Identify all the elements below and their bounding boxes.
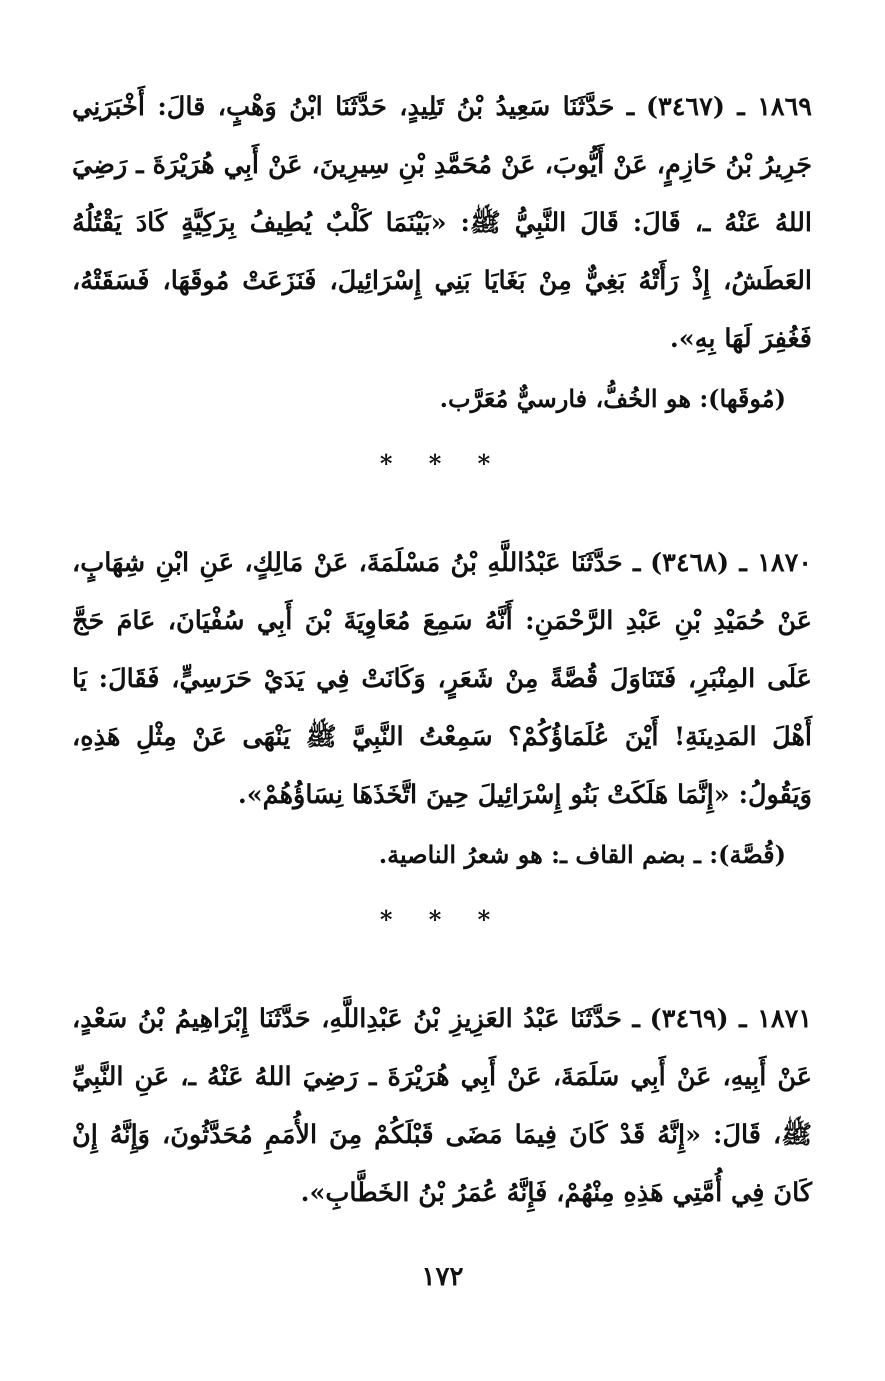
hadith-text: ـ حَدَّثَنَا سَعِيدُ بْنُ تَلِيدٍ، حَدَّثَنَا ابْنُ وَهْبٍ، قالَ: أَخْبَرَنِي جَرِيرُ بْنُ حَازِمٍ، عَنْ أَيُّوبَ، عَنْ مُحَمَّدِ بْنِ سِيرِينَ، عَنْ أَبِي هُرَيْرَةَ ـ رَضِيَ اللهُ عَنْهُ ـ، قَالَ: قَالَ النَّبِيُّ ﷺ: «بَيْنَمَا كَلْبٌ يُطِيفُ بِرَكِيَّةٍ كَادَ يَقْتُلُهُ العَطَشُ، إِذْ رَأَتْهُ بَغِيٌّ مِنْ بَغَايَا بَنِي إِسْرَائِيلَ، فَنَزَعَتْ مُوقَهَا، فَسَقَتْهُ، فَغُفِرَ لَهَا بِهِ».	[72, 92, 812, 354]
hadith-number: ١٨٧٠ ـ (٣٤٦٨)	[650, 548, 813, 578]
hadith-number: ١٨٦٩ ـ (٣٤٦٧)	[645, 92, 812, 122]
hadith-1871	[72, 990, 812, 1222]
hadith-text: ـ حَدَّثَنَا عَبْدُ العَزِيزِ بْنُ عَبْدِاللَّهِ، حَدَّثَنَا إِبْرَاهِيمُ بْنُ سَعْدٍ، عَنْ أَبِيهِ، عَنْ أَبِي سَلَمَةَ، عَنْ أَبِي هُرَيْرَةَ ـ رَضِيَ اللهُ عَنْهُ ـ، عَنِ النَّبِيِّ ﷺ، قَالَ: «إِنَّهُ قَدْ كَانَ فِيمَا مَضَى قَبْلَكُمْ مِنَ الأُمَمِ مُحَدَّثُونَ، وَإِنَّهُ إِنْ كَانَ فِي أُمَّتِي هَذِهِ مِنْهُمْ، فَإِنَّهُ عُمَرُ بْنُ الخَطَّابِ».	[72, 1004, 812, 1208]
section-separator: * * *	[379, 449, 505, 478]
page-number: ١٧٢	[421, 1262, 464, 1292]
hadith-1870	[72, 534, 812, 824]
hadith-1869	[72, 78, 812, 368]
section-separator: * * *	[379, 905, 505, 934]
page-content	[72, 78, 812, 1222]
hadith-number: ١٨٧١ ـ (٣٤٦٩)	[649, 1004, 812, 1034]
hadith-text: ـ حَدَّثَنَا عَبْدُاللَّهِ بْنُ مَسْلَمَةَ، عَنْ مَالِكٍ، عَنِ ابْنِ شِهَابٍ، عَنْ حُمَيْدِ بْنِ عَبْدِ الرَّحْمَنِ: أَنَّهُ سَمِعَ مُعَاوِيَةَ بْنَ أَبِي سُفْيَانَ، عَامَ حَجَّ عَلَى المِنْبَرِ، فَتَنَاوَلَ قُصَّةً مِنْ شَعَرٍ، وَكَانَتْ فِي يَدَيْ حَرَسِيٍّ، فَقَالَ: يَا أَهْلَ المَدِينَةِ! أَيْنَ عُلَمَاؤُكُمْ؟ سَمِعْتُ النَّبِيَّ ﷺ يَنْهَى عَنْ مِثْلِ هَذِهِ، وَيَقُولُ: «إِنَّمَا هَلَكَتْ بَنُو إِسْرَائِيلَ حِينَ اتَّخَذَهَا نِسَاؤُهُمْ».	[72, 548, 812, 810]
hadith-note: (مُوقَها): هو الخُفُّ، فارسيٌّ مُعَرَّب.	[439, 384, 786, 413]
hadith-note: (قُصَّة): ـ بضم القاف ـ: هو شعرُ الناصية.	[378, 840, 786, 869]
